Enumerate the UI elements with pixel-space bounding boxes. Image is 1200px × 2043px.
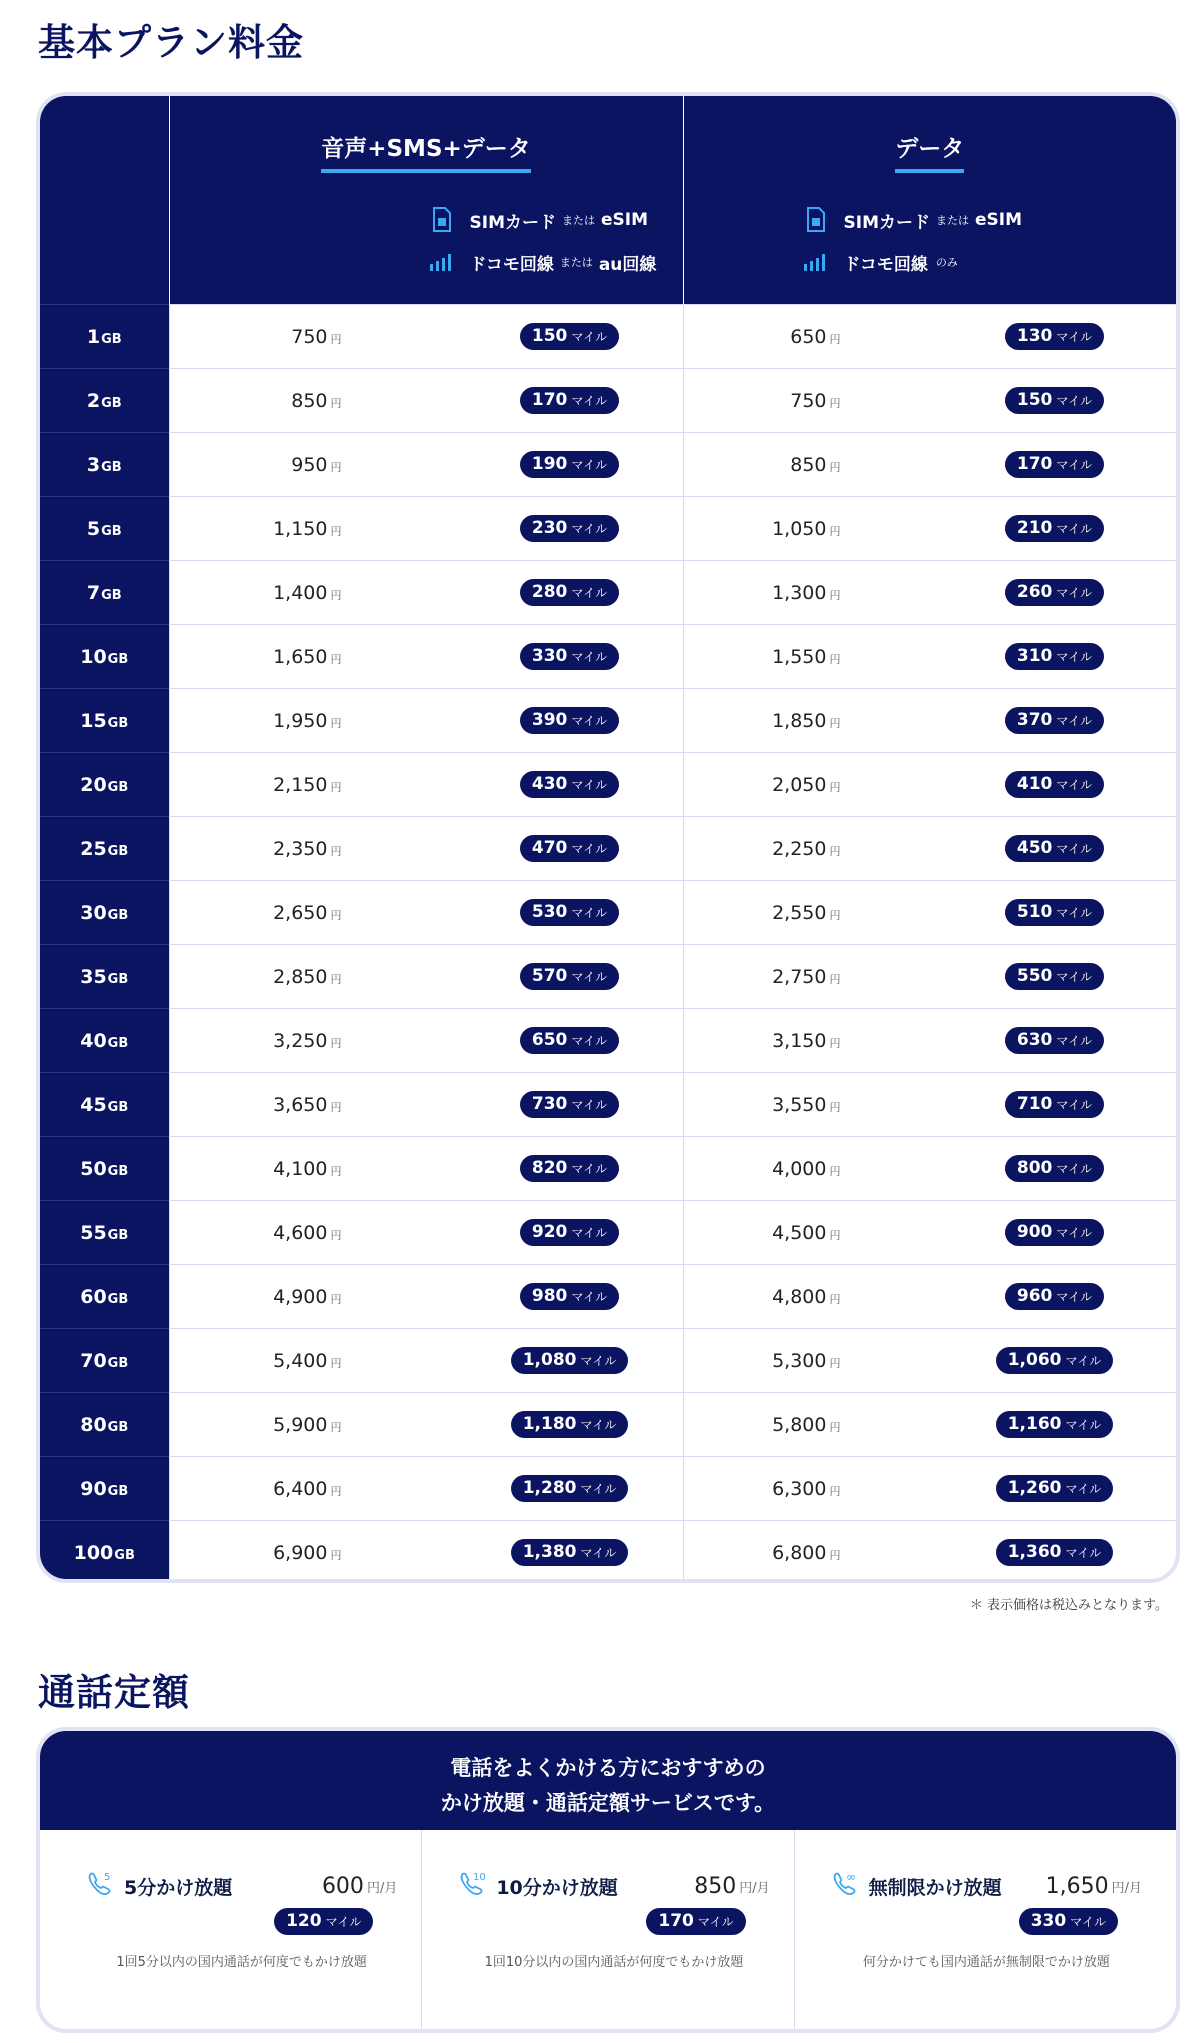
table-row [40,561,1176,625]
phone-5min-icon [86,1870,116,1902]
price: 3,550 円 [772,1093,841,1116]
gb-label: 55GB [40,1201,169,1265]
plan2-cell [683,497,1176,561]
option-price: 600 [321,1873,364,1899]
plan1-cell [169,1265,683,1329]
price: 2,550 円 [772,901,841,924]
mile-badge: 150 マイル [520,323,619,350]
gb-label: 25GB [40,817,169,881]
price: 5,900 円 [273,1413,342,1436]
mile-badge: 1,080 マイル [511,1347,629,1374]
signal-icon [424,252,460,272]
price: 650 円 [790,325,841,348]
mile-badge: 330 マイル [520,643,619,670]
mile-badge: 310 マイル [1005,643,1104,670]
price: 5,400 円 [273,1349,342,1372]
mile-badge: 230 マイル [520,515,619,542]
plan1-cell [169,1329,683,1393]
gb-label: 2GB [40,369,169,433]
price: 3,650 円 [273,1093,342,1116]
mile-badge: 190 マイル [520,451,619,478]
price: 2,750 円 [772,965,841,988]
gb-label: 10GB [40,625,169,689]
plan1-cell [169,369,683,433]
mile-badge: 470 マイル [520,835,619,862]
plan2-cell [683,1521,1176,1580]
mile-badge: 410 マイル [1005,771,1104,798]
price-rows [40,305,1176,1580]
plan2-cell [683,369,1176,433]
price: 1,050 円 [772,517,841,540]
plan2-cell [683,1073,1176,1137]
gb-label: 1GB [40,305,169,369]
phone-unlimited-icon [831,1870,861,1902]
plan1-cell [169,433,683,497]
plan1-cell [169,1457,683,1521]
price: 1,950 円 [273,709,342,732]
table-row [40,1009,1176,1073]
plan2-cell [683,881,1176,945]
mile-badge: 650 マイル [520,1027,619,1054]
table-row [40,1393,1176,1457]
plan1-cell [169,305,683,369]
gb-label: 90GB [40,1457,169,1521]
plan2-cell [683,1393,1176,1457]
table-row [40,433,1176,497]
svg-text:10: 10 [473,1872,487,1883]
plan1-cell [169,1393,683,1457]
price: 2,350 円 [273,837,342,860]
table-row [40,1457,1176,1521]
table-row [40,1521,1176,1580]
gb-label: 60GB [40,1265,169,1329]
plan2-cell [683,305,1176,369]
mile-badge: 510 マイル [1005,899,1104,926]
mile-badge: 960 マイル [1005,1283,1104,1310]
section-title-call-plan: 通話定額 [38,1671,190,1714]
table-row [40,753,1176,817]
price: 1,400 円 [273,581,342,604]
plan2-cell [683,1201,1176,1265]
price: 1,300 円 [772,581,841,604]
call-option-unlimited [794,1830,1166,2029]
gb-label: 100GB [40,1521,169,1580]
plan1-cell [169,689,683,753]
option-unit: 円/月 [739,1880,770,1896]
plan2-cell [683,753,1176,817]
plan1-cell [169,561,683,625]
price: 2,250 円 [772,837,841,860]
price: 1,650 円 [273,645,342,668]
phone-10min-icon [458,1870,488,1902]
gb-label: 5GB [40,497,169,561]
mile-badge: 570 マイル [520,963,619,990]
price: 5,300 円 [772,1349,841,1372]
mile-badge: 1,180 マイル [511,1411,629,1438]
option-unit: 円/月 [366,1880,398,1896]
option-desc: 1回10分以内の国内通話が何度でもかけ放題 [484,1955,744,1970]
plan2-cell [683,945,1176,1009]
price: 750 円 [790,389,841,412]
mile-badge: 1,380 マイル [511,1539,629,1566]
plan2-cell [683,1009,1176,1073]
price: 1,850 円 [772,709,841,732]
price: 6,300 円 [772,1477,841,1500]
mile-badge: 800 マイル [1005,1155,1104,1182]
table-row [40,1265,1176,1329]
mile-badge: 390 マイル [520,707,619,734]
svg-text:∞: ∞ [845,1870,856,1884]
plan-features [684,199,1177,283]
mile-badge: 730 マイル [520,1091,619,1118]
plan-header-data [683,96,1176,305]
price-table-card [40,96,1176,1579]
plan1-cell [169,1009,683,1073]
mile-badge: 710 マイル [1005,1091,1104,1118]
call-header-line2: かけ放題・通話定額サービスです。 [440,1791,776,1815]
price: 4,600 円 [273,1221,342,1244]
sim-alt: eSIM [975,210,1023,230]
plan2-cell [683,1265,1176,1329]
gb-label: 70GB [40,1329,169,1393]
mile-badge: 210 マイル [1005,515,1104,542]
plan1-cell [169,945,683,1009]
price-table [40,96,1176,1579]
price: 3,250 円 [273,1029,342,1052]
table-row [40,945,1176,1009]
price: 4,100 円 [273,1157,342,1180]
corner-cell [40,96,169,305]
table-row [40,817,1176,881]
gb-label: 50GB [40,1137,169,1201]
plan1-cell [169,1073,683,1137]
plan2-cell [683,433,1176,497]
plan1-cell [169,753,683,817]
option-unit: 円/月 [1111,1880,1142,1896]
price: 1,550 円 [772,645,841,668]
plan2-cell [683,1457,1176,1521]
option-name: 5分かけ放題 [124,1876,233,1899]
table-row [40,369,1176,433]
plan-header-voice-sms-data [169,96,683,305]
price: 1,150 円 [273,517,342,540]
price: 6,400 円 [273,1477,342,1500]
mile-badge: 170 マイル [520,387,619,414]
price: 2,850 円 [273,965,342,988]
price: 750 円 [291,325,342,348]
table-row [40,305,1176,369]
price: 5,800 円 [772,1413,841,1436]
line-label: ドコモ回線 [843,254,928,275]
option-price: 1,650 [1045,1873,1109,1899]
sim-sep: または [936,214,969,227]
mile-badge: 150 マイル [1005,387,1104,414]
mile-badge: 280 マイル [520,579,619,606]
plan-name: 音声+SMS+データ [321,130,531,173]
sim-card-icon [424,207,460,233]
gb-label: 80GB [40,1393,169,1457]
gb-label: 30GB [40,881,169,945]
mile-badge: 820 マイル [520,1155,619,1182]
line-note: のみ [935,256,958,269]
plan-name: データ [895,130,964,173]
mile-badge: 1,060 マイル [996,1347,1114,1374]
table-row [40,881,1176,945]
gb-label: 15GB [40,689,169,753]
sim-label: SIMカード [469,212,556,233]
price: 6,800 円 [772,1541,841,1564]
mile-badge: 260 マイル [1005,579,1104,606]
table-row [40,1073,1176,1137]
mile-badge: 130 マイル [1005,323,1104,350]
gb-label: 20GB [40,753,169,817]
price: 850 円 [291,389,342,412]
price: 4,900 円 [273,1285,342,1308]
mile-badge: 920 マイル [520,1219,619,1246]
price: 950 円 [291,453,342,476]
mile-badge: 330 マイル [1019,1908,1118,1935]
line-alt: au回線 [598,254,657,275]
mile-badge: 170 マイル [646,1908,745,1935]
plan2-cell [683,561,1176,625]
mile-badge: 430 マイル [520,771,619,798]
mile-badge: 980 マイル [520,1283,619,1310]
price: 3,150 円 [772,1029,841,1052]
table-row [40,1201,1176,1265]
mile-badge: 550 マイル [1005,963,1104,990]
plan1-cell [169,1201,683,1265]
plan1-cell [169,497,683,561]
table-row [40,1137,1176,1201]
table-row [40,625,1176,689]
table-row [40,689,1176,753]
line-sep: または [559,256,593,269]
mile-badge: 530 マイル [520,899,619,926]
gb-label: 3GB [40,433,169,497]
mile-badge: 630 マイル [1005,1027,1104,1054]
line-label: ドコモ回線 [469,254,554,275]
mile-badge: 450 マイル [1005,835,1104,862]
sim-label: SIMカード [843,212,930,233]
mile-badge: 370 マイル [1005,707,1104,734]
price: 2,650 円 [273,901,342,924]
call-option-10min [421,1830,793,2029]
mile-badge: 170 マイル [1005,451,1104,478]
mile-badge: 120 マイル [274,1908,373,1935]
mile-badge: 900 マイル [1005,1219,1104,1246]
option-price: 850 [694,1873,737,1899]
plan1-cell [169,1137,683,1201]
price: 850 円 [790,453,841,476]
gb-label: 40GB [40,1009,169,1073]
call-header-line1: 電話をよくかける方におすすめの [450,1756,766,1780]
plan2-cell [683,689,1176,753]
plan2-cell [683,817,1176,881]
mile-badge: 1,160 マイル [996,1411,1114,1438]
plan1-cell [169,817,683,881]
price: 2,150 円 [273,773,342,796]
price: 6,900 円 [273,1541,342,1564]
gb-label: 7GB [40,561,169,625]
plan2-cell [683,625,1176,689]
mile-badge: 1,280 マイル [511,1475,629,1502]
price: 4,800 円 [772,1285,841,1308]
signal-icon [798,252,834,272]
svg-text:5: 5 [104,1872,111,1883]
sim-alt: eSIM [601,210,649,230]
plan1-cell [169,1521,683,1580]
mile-badge: 1,260 マイル [996,1475,1114,1502]
gb-label: 45GB [40,1073,169,1137]
table-row [40,1329,1176,1393]
plan2-cell [683,1329,1176,1393]
table-row [40,497,1176,561]
plan1-cell [169,881,683,945]
price: 4,000 円 [772,1157,841,1180]
section-title-basic-plan: 基本プラン料金 [38,21,304,64]
option-name: 10分かけ放題 [496,1876,618,1899]
option-desc: 1回5分以内の国内通話が何度でもかけ放題 [116,1955,367,1970]
call-plan-card [40,1731,1176,2029]
call-options [40,1830,1176,2029]
plan1-cell [169,625,683,689]
option-desc: 何分かけても国内通話が無制限でかけ放題 [862,1955,1110,1970]
call-option-5min [50,1830,421,2029]
mile-badge: 1,360 マイル [996,1539,1114,1566]
price: 2,050 円 [772,773,841,796]
tax-note: ＊ 表示価格は税込みとなります。 [969,1598,1168,1613]
sim-card-icon [798,207,834,233]
plan-features [170,199,683,283]
price: 4,500 円 [772,1221,841,1244]
call-plan-header [40,1731,1176,1830]
gb-label: 35GB [40,945,169,1009]
option-name: 無制限かけ放題 [868,1876,1002,1899]
plan2-cell [683,1137,1176,1201]
sim-sep: または [562,214,595,227]
